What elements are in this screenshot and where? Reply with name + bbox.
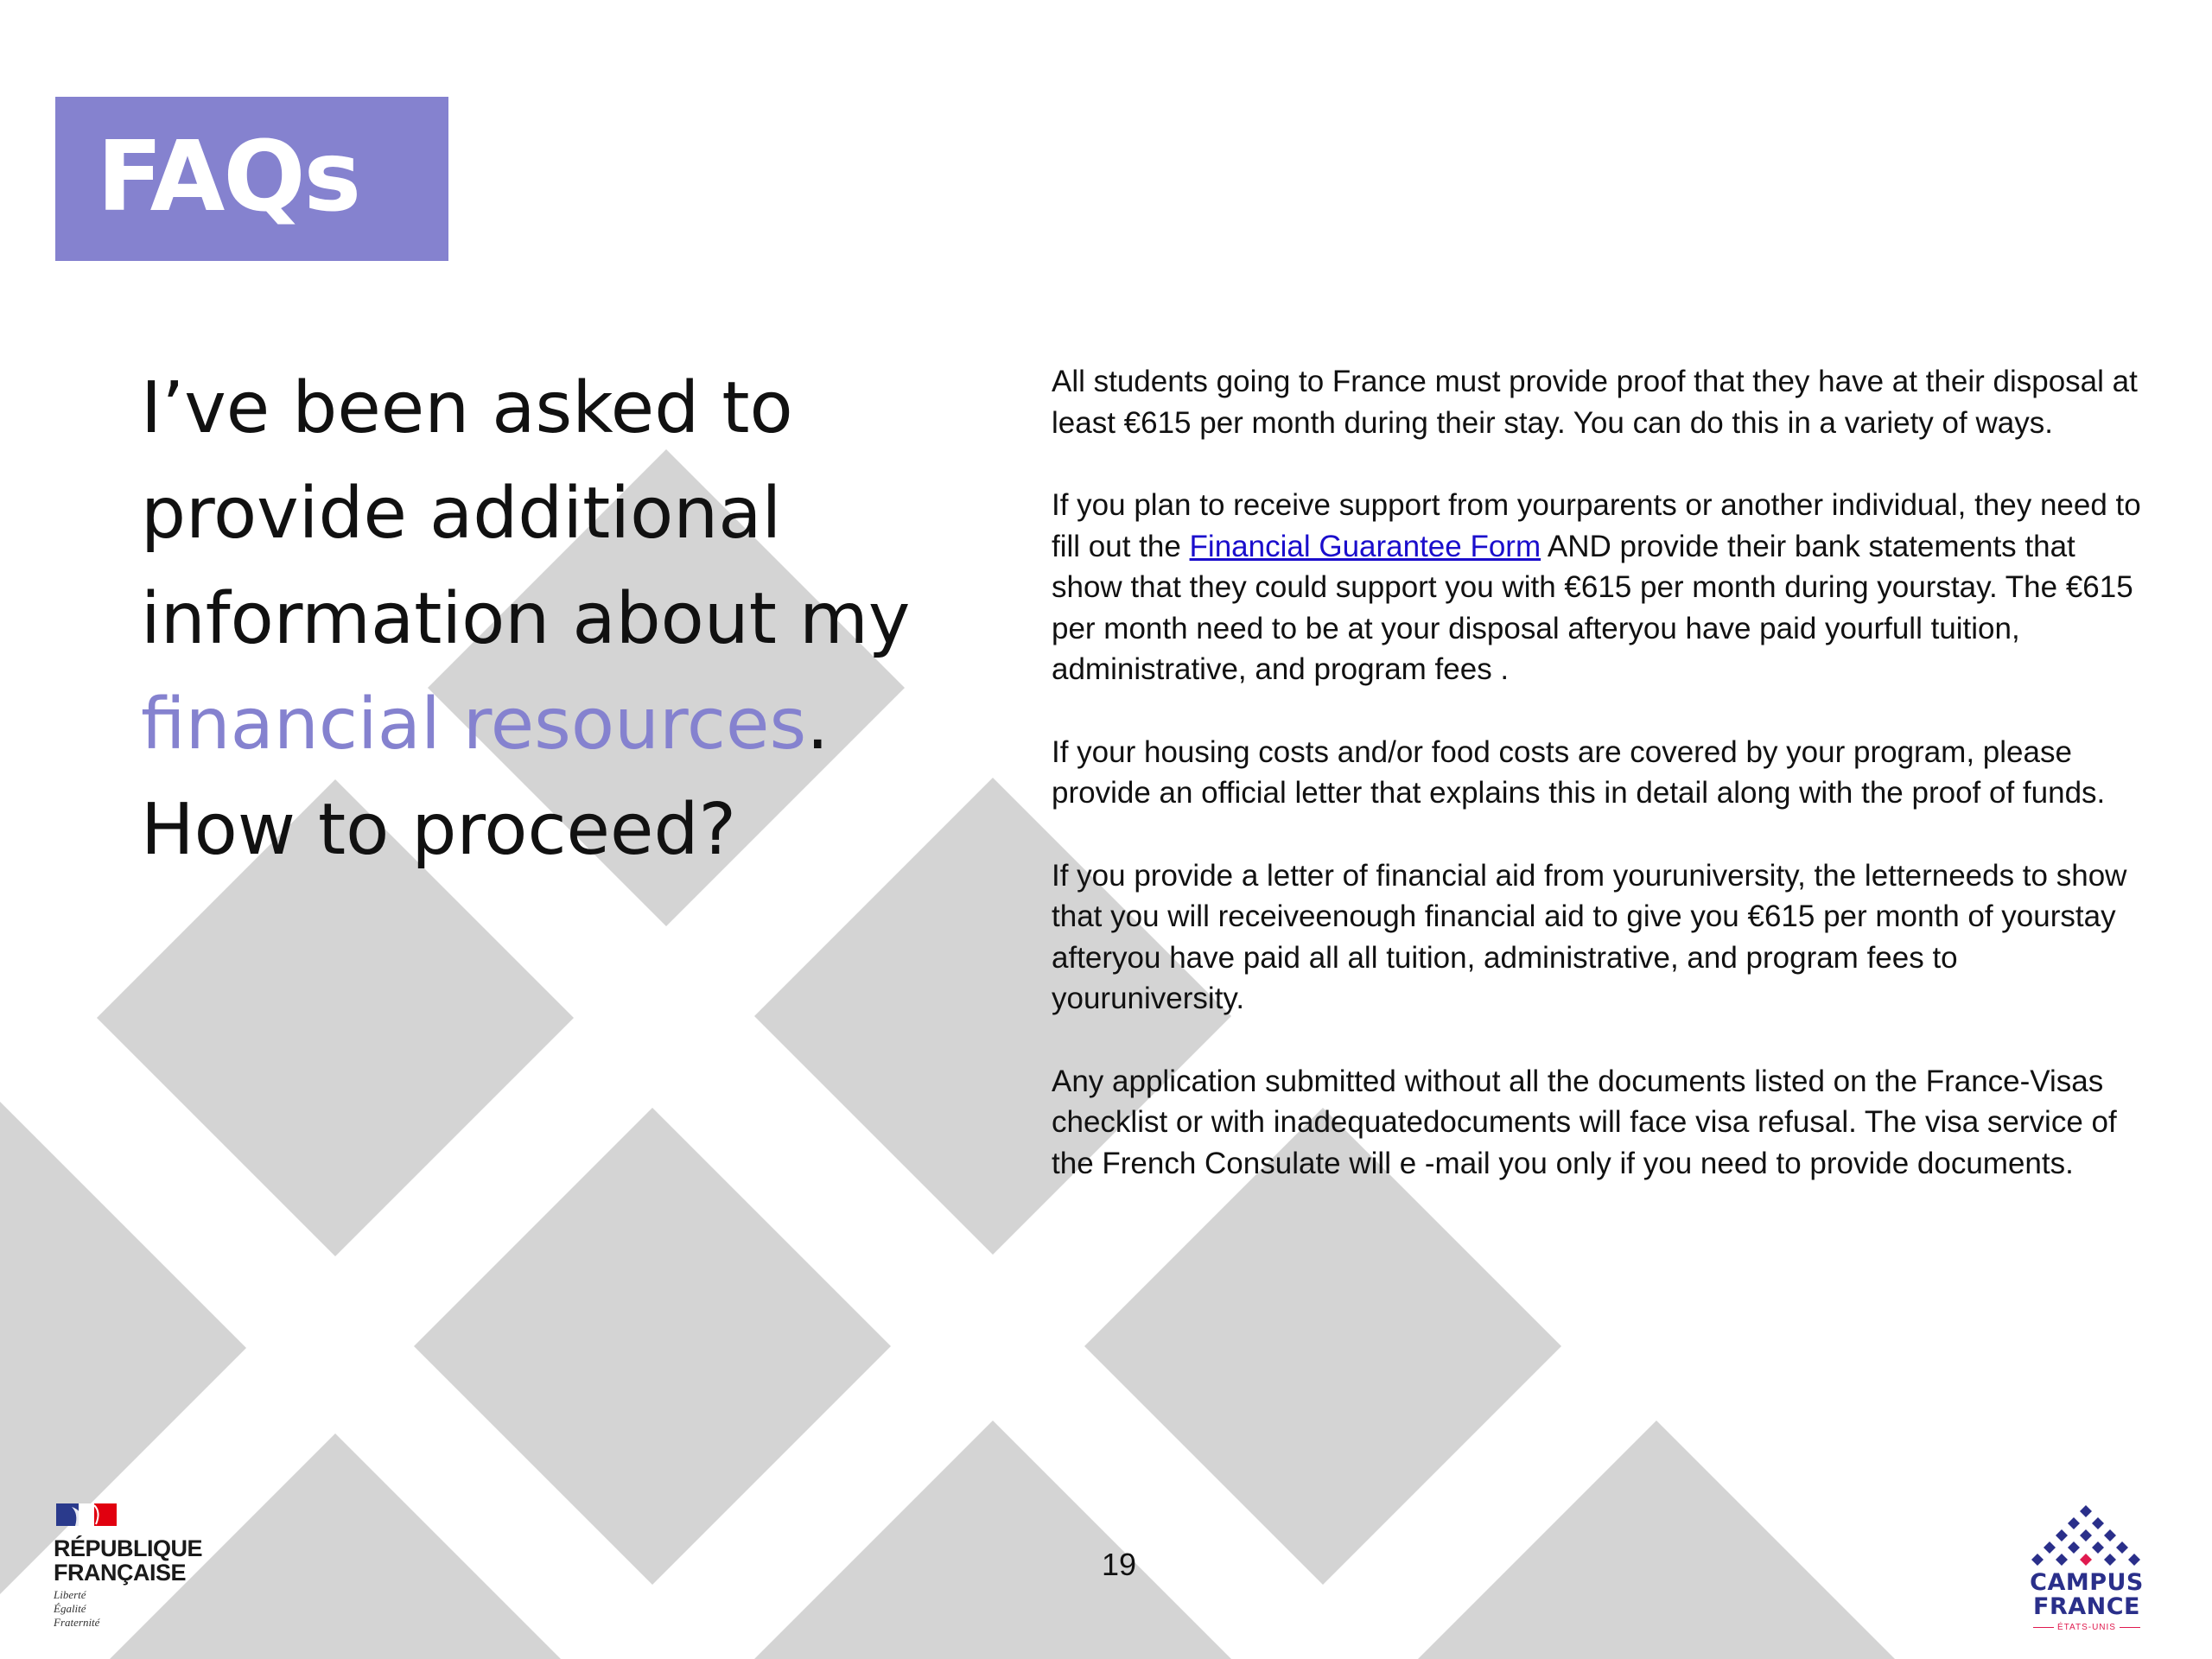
republique-francaise-logo [54,1502,226,1640]
question-period: . [806,683,830,766]
faq-title: FAQs [97,121,360,233]
rf-line: FRANÇAISE [54,1560,187,1586]
page-number: 19 [1101,1547,1137,1582]
motto-line: Liberté [54,1588,86,1601]
question-line: provide additional [141,473,782,555]
french-flag-icon [56,1502,118,1528]
rf-line: RÉPUBLIQUE [54,1535,203,1561]
republique-motto [54,1588,99,1630]
answer-paragraph: If you provide a letter of financial aid from youruniversity, the letterneeds to show that you will receiveenough financial aid to give you €615 per month of yourstay afteryou have paid all all tuition, administrative, and program fees to youruniversity. [1052,858,2127,1015]
answer-paragraph: All students going to France must provide proof that they have at their disposal at least €615 per month during their stay. You can do this in a variety of ways. [1052,365,2138,440]
republique-francaise-text [54,1536,202,1585]
campus-france-text [2022,1571,2152,1619]
cf-line: FRANCE [2033,1593,2140,1620]
diamond-shape [1418,1421,1895,1659]
diamond-shape [754,1421,1231,1659]
answer-paragraph: If your housing costs and/or food costs are covered by your program, please provide an official letter that explains this in detail along with the proof of funds. [1052,734,2106,810]
answer-paragraph: Any application submitted without all the documents listed on the France-Visas checklist or with inadequatedocuments will face visa refusal. The visa service of the French Consulate will e -mail you only if you need to provide documents. [1052,1064,2117,1180]
question-highlight: financial resources [141,683,807,766]
cf-line: CAMPUS [2030,1569,2144,1596]
answer-paragraph [1052,485,2149,690]
campus-france-logo [2022,1503,2152,1650]
answer-text: If you plan to receive support from yourparents or another individual, they need to fill out the [1052,488,2141,563]
campus-france-subtitle: ÉTATS-UNIS [2022,1623,2152,1632]
diamond-shape [414,1108,891,1585]
motto-line: Égalité [54,1602,86,1615]
answer-body [1052,361,2149,1225]
faq-banner [55,97,448,261]
campus-france-diamond-icon [2031,1503,2141,1566]
question-heading [141,356,953,883]
motto-line: Fraternité [54,1616,100,1629]
financial-guarantee-form-link[interactable]: Financial Guarantee Form [1189,529,1541,563]
question-line: How to proceed? [141,789,737,871]
question-line: I’ve been asked to [141,367,793,449]
answer-text: AND provide their bank statements that show that they could support you with €615 per month during yourstay. The €615 per month need to be at your disposal afteryou have paid yourfull tuition, administrative, and program fees . [1052,529,2133,686]
question-line: information about my [141,578,911,660]
